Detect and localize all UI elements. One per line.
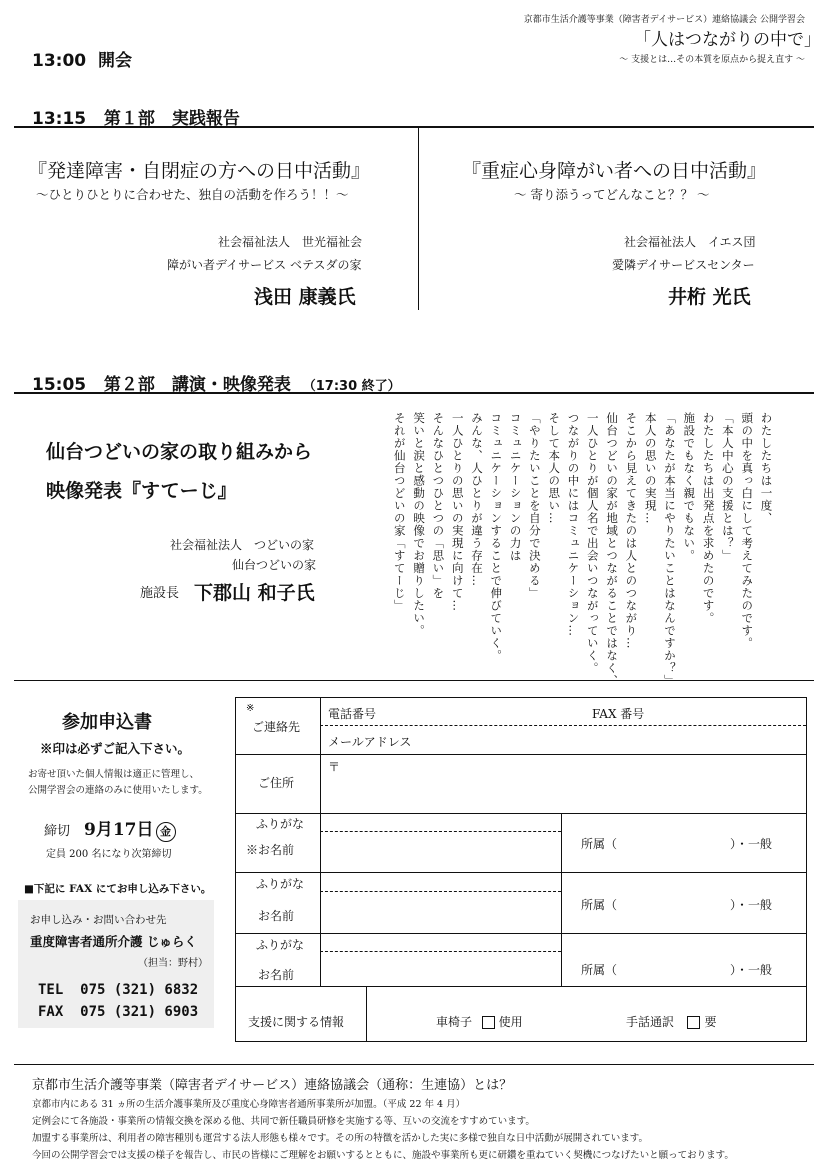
name-input-2[interactable] [326, 894, 556, 930]
poem-line: 一人ひとりの思いの実現に向けて… [450, 412, 465, 612]
affiliation-label: 所属（ [581, 963, 618, 977]
furigana-label: ふりがな [256, 877, 305, 891]
deadline-day: 金 [156, 822, 176, 842]
part2-label: 第２部 講演・映像発表 [103, 375, 291, 395]
general-label: ）・一般 [730, 837, 773, 851]
poem-line: コミュニケーションすることで伸びていく。 [489, 412, 504, 662]
privacy-note-2: 公開学習会の連絡のみに使用いたします。 [28, 785, 208, 796]
footer-line-2: 定例会にて各施設・事業所の情報交換を深める他、共同で新任職員研修を実施する等、互いの交流をすすめています。 [32, 1116, 535, 1127]
poem-line: わたしたちは出発点を求めたのです。 [701, 412, 716, 625]
form-rule [236, 933, 806, 934]
poem-line: そんなひとつひとつの「思い」を [431, 412, 446, 600]
contact-org: 重度障害者通所介護 じゅらく [30, 934, 197, 949]
form-label-divider [320, 698, 321, 986]
footer-rule [14, 1064, 814, 1065]
footer-title: 京都市生活介護等事業（障害者デイサービス）連絡協議会（通称：生連協）とは？ [32, 1078, 513, 1093]
sign-language-option [626, 1013, 716, 1030]
furigana-input-3[interactable] [326, 935, 556, 950]
poem-line: 「本人中心の支援とは？」 [720, 412, 735, 562]
opening-heading [32, 46, 132, 71]
poem-line: 笑いと涙と感動の映像でお贈りしたい。 [412, 412, 427, 637]
application-rule [14, 680, 814, 681]
part2-title-line1: 仙台つどいの家の取り組みから [46, 441, 313, 463]
poem-line: つながりの中にはコミュニケーション… [566, 412, 581, 637]
poem-line: コミュニケーションの力は [508, 412, 523, 562]
part1-left-speaker: 浅田 康義氏 [254, 286, 356, 308]
part2-end-note: （17:30 終了） [302, 379, 401, 394]
furigana-label: ふりがな [256, 817, 305, 831]
phone-label: 電話番号 [328, 707, 377, 721]
wheelchair-checkbox[interactable] [482, 1016, 495, 1029]
footer-line-3: 加盟する事業所は、利用者の障害種別も運営する法人形態も様々です。その所の特徴を活かした実に多様で独自な日中活動が展開されています。 [32, 1133, 648, 1144]
part1-right-subtitle: ～ 寄り添うってどんなこと？？ ～ [514, 187, 710, 202]
furigana-label: ふりがな [256, 938, 305, 952]
part2-role: 施設長 [140, 586, 180, 601]
fax-label: FAX 番号 [592, 707, 645, 721]
email-label: メールアドレス [328, 735, 412, 749]
email-input[interactable] [416, 729, 801, 751]
deadline-date [84, 815, 176, 842]
affiliation-label: 所属（ [581, 898, 618, 912]
fax-input[interactable] [652, 702, 802, 722]
general-label: ）・一般 [730, 963, 773, 977]
contact-person: （担当：野村） [138, 958, 208, 969]
required-mark: ※ [246, 703, 255, 714]
event-title: 「人はつながりの中で」 [634, 30, 821, 50]
wheelchair-use-label: 使用 [498, 1015, 523, 1029]
furigana-input-1[interactable] [326, 814, 556, 830]
name-input-1[interactable] [326, 834, 556, 869]
form-dash [320, 725, 806, 726]
sign-language-need-label: 要 [704, 1015, 717, 1029]
contact-tel: TEL 075 (321) 6832 [38, 982, 199, 998]
poem-line: そして本人の思い… [547, 412, 562, 525]
part1-right-org1: 社会福祉法人 イエス団 [624, 235, 756, 249]
application-form [235, 697, 807, 1042]
fax-note: ■下記に FAX にてお申し込み下さい。 [24, 883, 212, 895]
part2-org1: 社会福祉法人 つどいの家 [170, 538, 315, 552]
form-rule [236, 754, 806, 755]
poem-line: みんな、人ひとりが違う存在… [470, 412, 484, 587]
affiliation-input-2[interactable] [628, 891, 728, 915]
poem-line: わたしたちは一度、 [759, 412, 774, 525]
footer-line-1: 京都市内にある 31 ヵ所の生活介護事業所及び重度心身障害者通所事業所が加盟。（平成 22 年 4 月） [32, 1099, 466, 1110]
sign-language-checkbox[interactable] [687, 1016, 700, 1029]
contact-fax: FAX 075 (321) 6903 [38, 1004, 199, 1020]
part1-left-org2: 障がい者デイサービス ベテスダの家 [167, 258, 362, 272]
form-dash [320, 891, 561, 892]
phone-input[interactable] [386, 702, 576, 722]
required-note: ※印は必ずご記入下さい。 [40, 741, 191, 756]
opening-label: 開会 [97, 51, 132, 71]
part1-right-org2: 愛隣デイサービスセンター [612, 258, 755, 272]
organizer-line: 京都市生活介護等事業（障害者デイサービス）連絡協議会 公開学習会 [523, 15, 805, 25]
application-title: 参加申込書 [62, 712, 152, 733]
support-label: 支援に関する情報 [248, 1015, 345, 1029]
form-rule [236, 872, 806, 873]
part1-left-org1: 社会福祉法人 世光福祉会 [218, 235, 363, 249]
name-input-3[interactable] [326, 954, 556, 984]
postal-mark: 〒 [328, 760, 341, 774]
affiliation-input-1[interactable] [628, 830, 728, 854]
part1-time: 13:15 [32, 109, 87, 129]
name-label: お名前 [258, 909, 295, 923]
poem-line: 本人の思いの実現… [643, 412, 658, 525]
part1-right-speaker: 井桁 光氏 [668, 286, 751, 308]
poem-line: そこから見えてきたのは人とのつながり… [624, 412, 639, 650]
opening-time: 13:00 [32, 51, 87, 71]
capacity-note: 定員 200 名になり次第締切 [46, 849, 172, 860]
form-dash [320, 831, 561, 832]
form-support-divider [366, 986, 367, 1041]
form-affiliation-divider [561, 813, 562, 986]
part2-speaker: 下郡山 和子氏 [194, 582, 315, 604]
wheelchair-label: 車椅子 [436, 1015, 473, 1029]
poem-line: 「やりたいことを自分で決める」 [527, 412, 542, 600]
part2-org2: 仙台つどいの家 [232, 558, 317, 572]
address-input[interactable] [346, 758, 801, 810]
wheelchair-option [436, 1013, 523, 1030]
deadline-date-text: 9月17日 [84, 820, 154, 840]
event-subtitle: ～ 支援とは…その本質を原点から捉え直す ～ [619, 55, 805, 65]
part1-right-title: 『重症心身障がい者への日中活動』 [462, 160, 767, 182]
footer-line-4: 今回の公開学習会では支援の様子を報告し、市民の皆様にご理解をお願いするとともに、施設や事業所も更に研鑽を重ねていく契機につなげたいと願っております。 [32, 1150, 734, 1161]
part1-left-title: 『発達障害・自閉症の方への日中活動』 [28, 160, 371, 182]
poem-line: 一人ひとりが個人名で出会いつながっていく。 [585, 412, 600, 675]
sign-language-label: 手話通訳 [626, 1015, 675, 1029]
part2-rule [14, 392, 814, 394]
form-rule [236, 986, 806, 987]
privacy-note-1: お寄せ頂いた個人情報は適正に管理し、 [28, 769, 200, 780]
poem-line: 頭の中を真っ白にして考えてみたのです。 [740, 412, 755, 650]
part1-left-subtitle: ～ひとりひとりに合わせた、独自の活動を作ろう！！～ [36, 187, 349, 202]
affiliation-label: 所属（ [581, 837, 618, 851]
poem-line: 「あなたが本当にやりたいことはなんですか？」 [663, 412, 677, 687]
part1-label: 第１部 実践報告 [103, 109, 240, 129]
furigana-input-2[interactable] [326, 874, 556, 890]
deadline-label: 締切 [44, 824, 71, 839]
general-label: ）・一般 [730, 898, 773, 912]
poem-line: 仙台つどいの家が地域とつながることではなく、 [605, 412, 620, 687]
address-label: ご住所 [258, 776, 295, 790]
name-label-required: ※お名前 [246, 843, 295, 857]
contact-label: ご連絡先 [252, 720, 301, 734]
contact-box [18, 900, 214, 1028]
form-dash [320, 951, 561, 952]
part1-rule [14, 126, 814, 128]
affiliation-input-3[interactable] [628, 956, 728, 980]
name-label: お名前 [258, 968, 295, 982]
contact-title: お申し込み・お問い合わせ先 [30, 914, 167, 926]
poem-line: 施設でもなく親でもない。 [682, 412, 697, 562]
poem-line: それが仙台つどいの家「すてーじ」 [392, 412, 407, 612]
part2-time: 15:05 [32, 375, 87, 395]
part1-divider [418, 128, 419, 310]
part2-title-line2: 映像発表『すてーじ』 [46, 480, 237, 502]
